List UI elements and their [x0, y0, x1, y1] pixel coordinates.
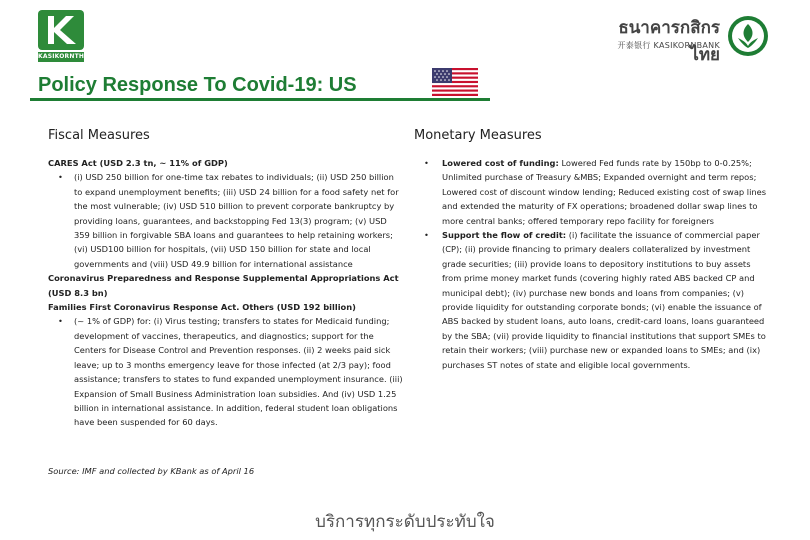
funding-lead: Lowered cost of funding:: [442, 158, 559, 168]
k-logo-icon: [38, 10, 84, 50]
logo-brand-text: KASIKORNTHAI: [38, 53, 92, 60]
monetary-measures-heading: Monetary Measures: [414, 128, 542, 143]
funding-text: Lowered Fed funds rate by 150bp to 0-0.25%; Unlimited purchase of Treasury &MBS; Expanded overnight and term repos; Lowered cost of discount window lending; Reduced existing cost of swap lines and extended the maturity of FX operations; broadened dollar swap lines to more central banks; offered temporary repo facility for foreigners: [442, 158, 767, 226]
fiscal-measures-section: [48, 156, 404, 430]
monetary-measures-section: [422, 156, 772, 372]
kasikornbank-emblem-icon: [726, 14, 770, 58]
us-flag-icon: [432, 68, 478, 96]
fiscal-measures-heading: Fiscal Measures: [48, 128, 150, 143]
title-underline: [30, 98, 490, 101]
footer-tagline: บริการทุกระดับประทับใจ: [315, 512, 495, 532]
kasikornthai-logo: [38, 10, 92, 62]
monetary-bullet-credit: [422, 228, 772, 372]
credit-lead: Support the flow of credit:: [442, 230, 567, 241]
bank-name-thai: ธนาคารกสิกรไทย: [618, 18, 720, 65]
source-note: Source: IMF and collected by KBank as of April 16: [48, 466, 255, 476]
cares-act-title: CARES Act (USD 2.3 tn, ~ 11% of GDP): [48, 158, 228, 168]
crp-act-title: Coronavirus Preparedness and Response Supplemental Appropriations Act (USD 8.3 bn): [48, 273, 399, 298]
ffcr-act-title: Families First Coronavirus Response Act. Others (USD 192 billion): [48, 302, 356, 313]
cares-act-details: • (i) USD 250 billion for one-time tax rebates to individuals; (ii) USD 250 billion to expand unemployment benefits; (iii) USD 24 billion for a food safety net for the most vulnerable; (iv) USD 510 billion to prevent corporate bankruptcy by providing loans, guarantees, and backstopping Fed 13(3) program; (v) USD 359 billion in forgivable SBA loans and guarantees to help retaining workers; (vi) USD100 billion for hospitals, (vii) USD 150 billion for state and local governments and (viii) USD 49.9 billion for international assistance: [48, 170, 404, 271]
monetary-bullet-funding: [422, 156, 772, 228]
page-title: Policy Response To Covid-19: US: [38, 74, 357, 96]
ffcr-act-details: • (~ 1% of GDP) for: (i) Virus testing; transfers to states for Medicaid funding; development of vaccines, therapeutics, and diagnostics; support for the Centers for Disease Control and Prevention responses. (ii) 2 weeks paid sick leave; up to 3 months emergency leave for those infected (at 2/3 pay); food assistance; transfers to states to fund expanded unemployment insurance. (iii) Expansion of Small Business Administration loan subsidies. And (iv) USD 1.25 billion in international assistance. In addition, federal student loan obligations have been suspended for 60 days.: [48, 314, 404, 429]
bank-name-english: 开泰银行 KASIKORNBANK: [617, 41, 720, 50]
credit-text: (i) facilitate the issuance of commercial paper (CP); (ii) provide financing to primary dealers collateralized by investment grade securities; (iii) provide loans to depository institutions to buy assets from prime money market funds (covering highly rated ABS backed CP and municipal debt); (iv) purchase new bonds and loans from companies; (v) provide liquidity for outstanding corporate bonds; (vi) enable the issuance of ABS backed by student loans, auto loans, credit-card loans, loans guaranteed by the SBA; (vii) provide liquidity to financial institutions that support SMEs to retain their workers; (viii) purchase new or expanded loans to SMEs; and (ix) purchases ST notes of state and eligible local governments.: [442, 230, 766, 370]
